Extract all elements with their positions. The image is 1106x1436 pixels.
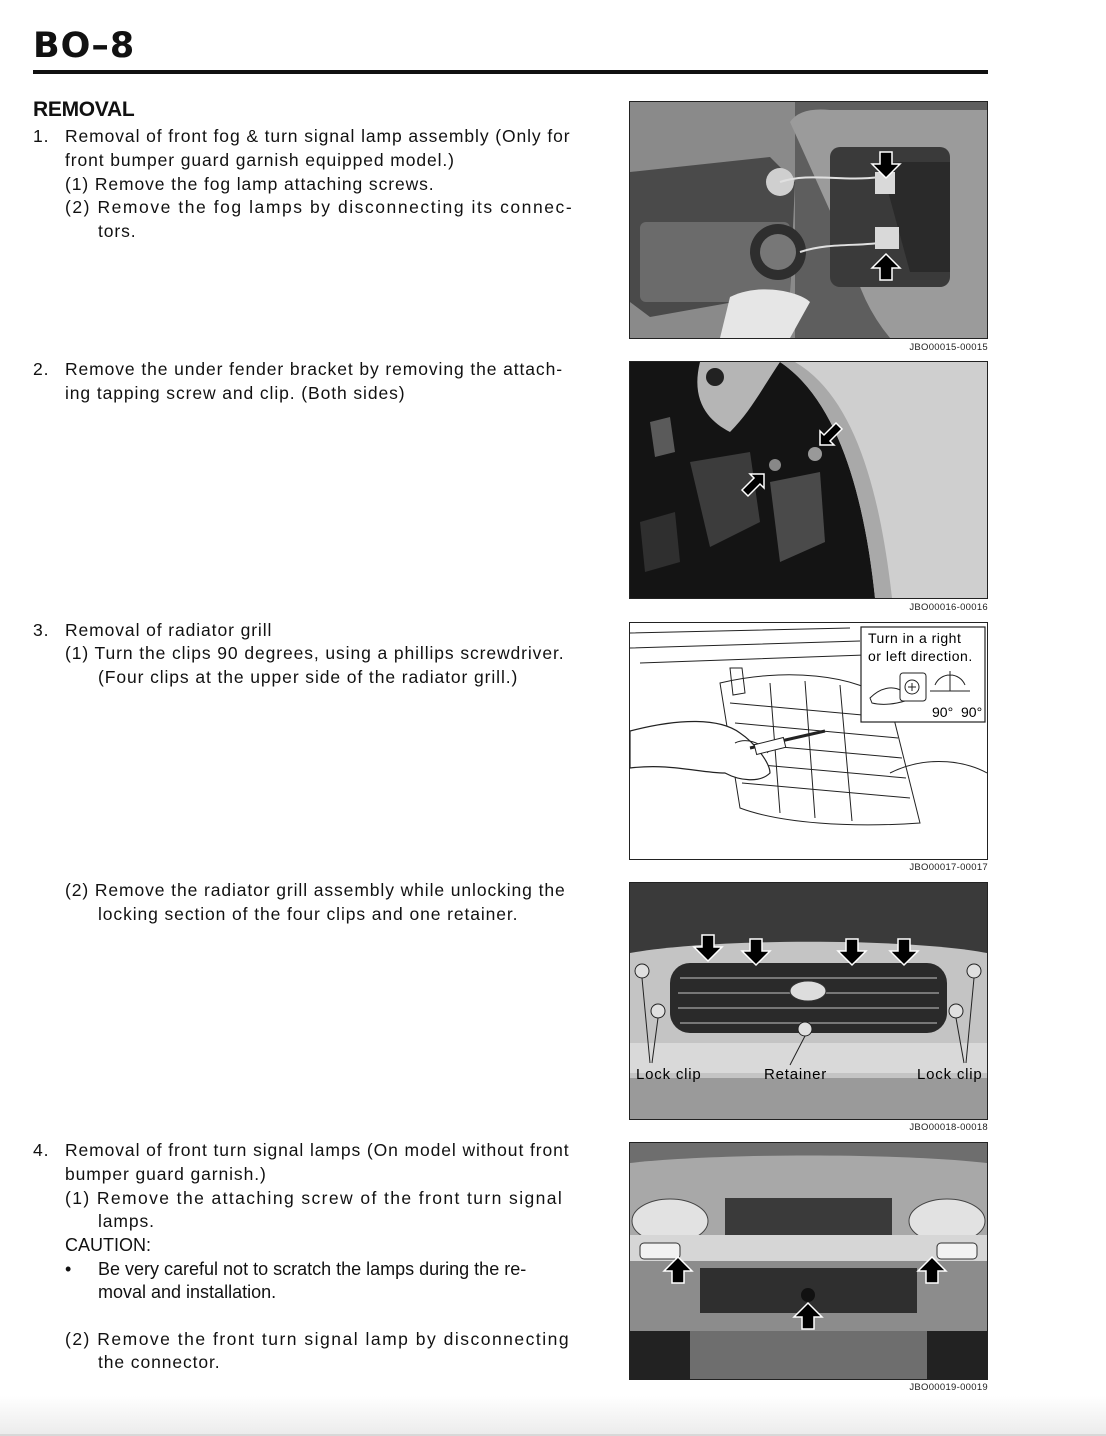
substep-text: (2) Remove the fog lamps by disconnecting its connec-	[65, 197, 574, 217]
step-text: front bumper guard garnish equipped model.)	[65, 150, 455, 170]
step-text: Removal of radiator grill	[65, 620, 273, 640]
page-shadow	[0, 1396, 1106, 1436]
substep-text: tors.	[98, 221, 137, 241]
figure-id: JBO00016-00016	[909, 602, 988, 613]
figure-grill-clip-drawing	[629, 622, 988, 860]
callout-label: Retainer	[764, 1066, 828, 1083]
caution-label: CAUTION:	[65, 1235, 152, 1255]
angle-label: 90°	[961, 704, 983, 720]
step-text: Remove the under fender bracket by removing the attach-	[65, 359, 563, 379]
step-number: 1.	[33, 126, 50, 146]
step-number: 3.	[33, 620, 50, 640]
substep-text: (Four clips at the upper side of the radiator grill.)	[98, 667, 519, 687]
callout-label: Lock clip	[917, 1066, 983, 1083]
substep-text: (2) Remove the radiator grill assembly while unlocking the	[65, 880, 566, 900]
angle-label: 90°	[932, 704, 954, 720]
step-text: bumper guard garnish.)	[65, 1164, 267, 1184]
callout-label: Lock clip	[636, 1066, 702, 1083]
step-number: 4.	[33, 1140, 50, 1160]
figure-fog-lamp-photo	[629, 101, 988, 339]
step-text: Removal of front fog & turn signal lamp assembly (Only for	[65, 126, 571, 146]
figure-id: JBO00018-00018	[909, 1122, 988, 1133]
substep-text: (1) Turn the clips 90 degrees, using a phillips screwdriver.	[65, 643, 565, 663]
substep-text: (2) Remove the front turn signal lamp by disconnecting	[65, 1329, 571, 1349]
substep-text: lamps.	[98, 1211, 155, 1231]
figure-grill-clips-photo	[629, 882, 988, 1120]
figure-fender-bracket-photo	[629, 361, 988, 599]
inset-caption: Turn in a right	[868, 630, 962, 646]
header-rule	[33, 70, 988, 74]
caution-text: moval and installation.	[98, 1282, 277, 1302]
section-heading: REMOVAL	[33, 98, 135, 121]
figure-turn-signal-photo	[629, 1142, 988, 1380]
substep-text: (1) Remove the fog lamp attaching screws.	[65, 174, 435, 194]
step-text: Removal of front turn signal lamps (On model without front	[65, 1140, 570, 1160]
substep-text: (1) Remove the attaching screw of the front turn signal	[65, 1188, 564, 1208]
inset-caption: or left direction.	[868, 648, 973, 664]
step-text: ing tapping screw and clip. (Both sides)	[65, 383, 406, 403]
step-number: 2.	[33, 359, 50, 379]
substep-text: the connector.	[98, 1352, 221, 1372]
figure-id: JBO00019-00019	[909, 1382, 988, 1393]
substep-text: locking section of the four clips and one retainer.	[98, 904, 519, 924]
figure-id: JBO00015-00015	[909, 342, 988, 353]
bullet-marker: •	[65, 1259, 72, 1279]
grill-inset	[861, 627, 985, 722]
figure-id: JBO00017-00017	[909, 862, 988, 873]
page-id: BO–8	[33, 26, 136, 66]
caution-text: Be very careful not to scratch the lamps during the re-	[98, 1259, 527, 1279]
